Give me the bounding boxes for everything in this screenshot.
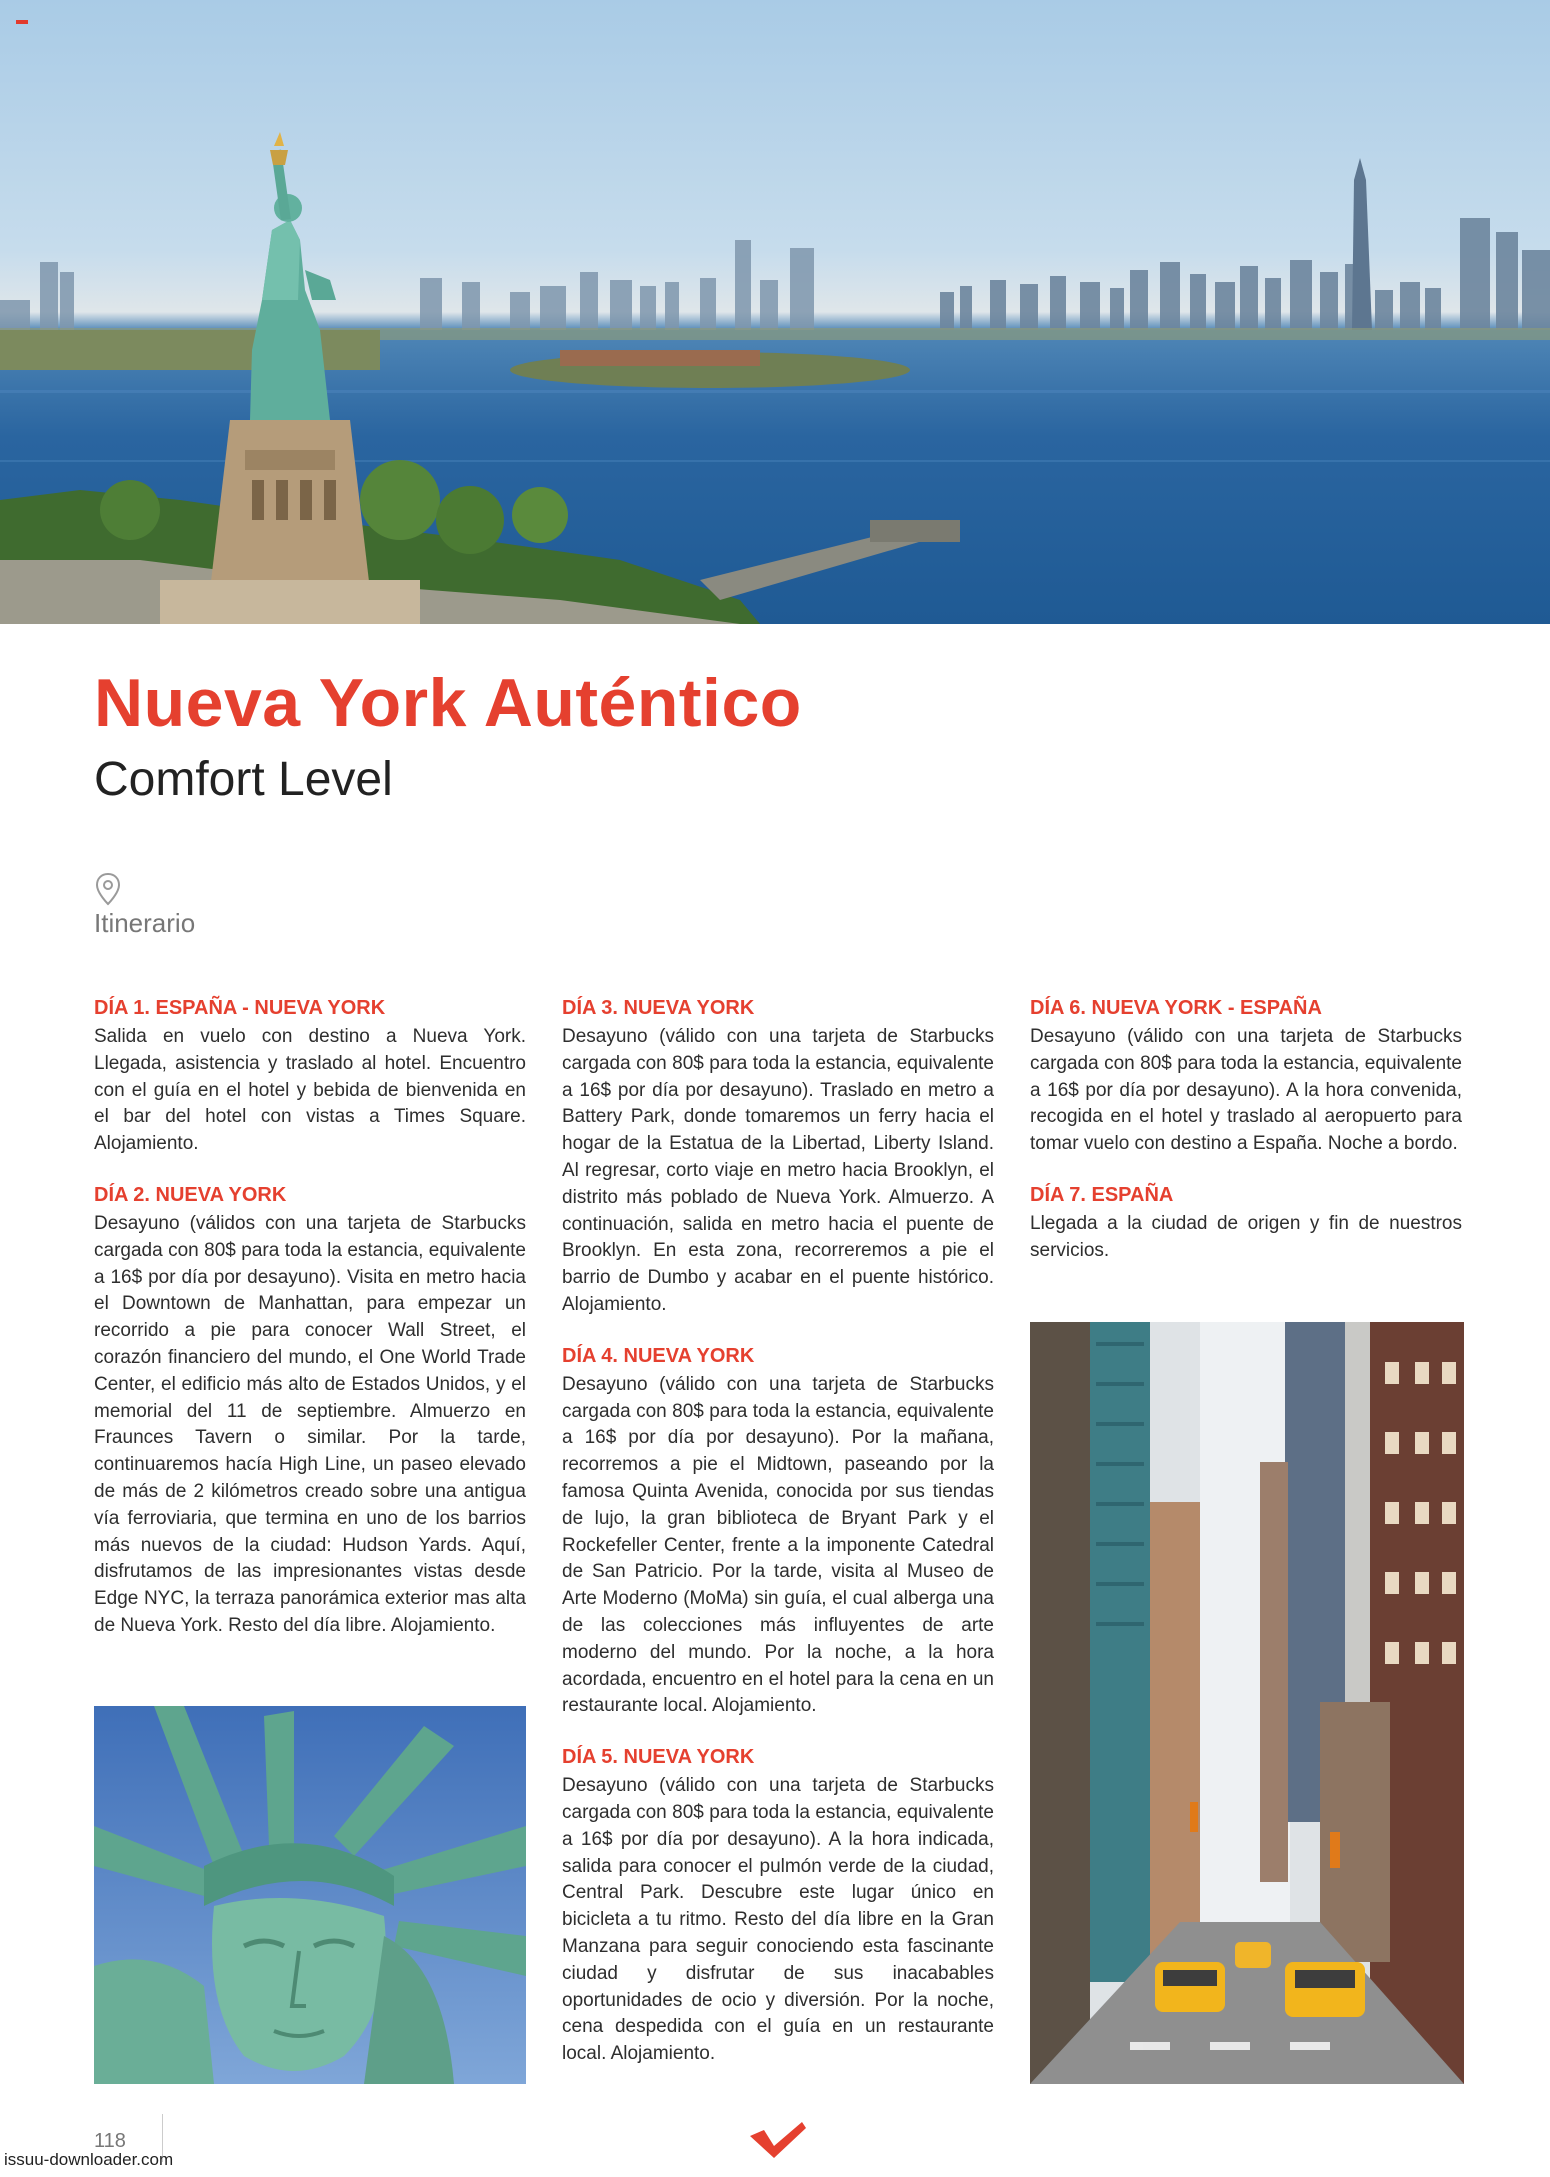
page-title: Nueva York Auténtico <box>94 665 802 741</box>
hero-photo-statue-of-liberty-skyline <box>0 0 1550 624</box>
day-description: Salida en vuelo con destino a Nueva York. Llegada, asistencia y traslado al hotel. Encuentro con el guía en el hotel y bebida de bienvenida en el bar del hotel con vistas a Times Square. Alojamiento. <box>94 1026 526 1155</box>
day-2 <box>94 1182 526 1640</box>
day-description: Desayuno (válido con una tarjeta de Starbucks cargada con 80$ para toda la estancia, equivalente a 16$ por día por desayuno). A la hora convenida, recogida en el hotel y traslado al aeropuerto para tomar vuelo con destino a España. Noche a bordo. <box>1030 1026 1462 1155</box>
nyc-street-taxis-photo <box>1030 1322 1464 2084</box>
day-5 <box>562 1744 994 2068</box>
itinerary-column-2 <box>562 995 994 2092</box>
day-4 <box>562 1343 994 1720</box>
day-6 <box>1030 995 1462 1158</box>
day-description: Desayuno (válido con una tarjeta de Starbucks cargada con 80$ para toda la estancia, equivalente a 16$ por día por desayuno). Por la mañana, recorremos a pie el Midtown, paseando por la famosa Quinta Avenida, conocida por sus tiendas de lujo, la gran biblioteca de Bryant Park y el Rockefeller Center, frente a la imponente Catedral de San Patricio. Por la tarde, visita al Museo de Arte Moderno (MoMa) sin guía, el cual alberga una de las colecciones más influyentes de arte moderno del mundo. Por la noche, a la hora acordada, encuentro en el hotel para la cena en un restaurante local. Alojamiento. <box>562 1373 994 1717</box>
checkmark-logo-icon <box>746 2120 808 2160</box>
itinerary-column-1 <box>94 995 526 1664</box>
day-description: Desayuno (válidos con una tarjeta de Starbucks cargada con 80$ para toda la estancia, equivalente a 16$ por día por desayuno). Visita en metro hacia el Downtown de Manhattan, para empezar un recorrido a pie para conocer Wall Street, el corazón financiero del mundo, el One World Trade Center, el edificio más alto de Estados Unidos, y el memorial del 11 de septiembre. Almuerzo en Fraunces Tavern o similar. Por la tarde, continuaremos hacía High Line, un paseo elevado de más de 2 kilómetros creado sobre una antigua vía ferroviaria, que termina en uno de los barrios más nuevos de la ciudad: Hudson Yards. Aquí, disfrutamos de las impresionantes vistas desde Edge NYC, la terraza panorámica exterior mas alta de Nueva York. Resto del día libre. Alojamiento. <box>94 1212 526 1636</box>
page-number: 118 <box>94 2130 126 2152</box>
day-description: Desayuno (válido con una tarjeta de Starbucks cargada con 80$ para toda la estancia, equivalente a 16$ por día por desayuno). A la hora indicada, salida para conocer el pulmón verde de la ciudad, Central Park. Descubre este lugar único en bicicleta a tu ritmo. Resto del día libre en la Gran Manzana para seguir conociendo esta fascinante ciudad y disfrutar de sus inacabables oportunidades de ocio y diversión. Por la noche, cena despedida con el guía en un restaurante local. Alojamiento. <box>562 1775 994 2065</box>
itinerary-column-3 <box>1030 995 1462 1289</box>
location-pin-icon <box>94 872 122 906</box>
day-description: Llegada a la ciudad de origen y fin de nuestros servicios. <box>1030 1212 1462 1261</box>
corner-mark <box>16 20 28 24</box>
day-heading: DÍA 2. NUEVA YORK <box>94 1183 287 1206</box>
day-3 <box>562 995 994 1319</box>
day-heading: DÍA 4. NUEVA YORK <box>562 1344 755 1367</box>
itinerary-label: Itinerario <box>94 908 196 938</box>
hero-illustration <box>0 0 1550 624</box>
day-7 <box>1030 1182 1462 1265</box>
day-heading: DÍA 7. ESPAÑA <box>1030 1183 1174 1206</box>
day-1 <box>94 995 526 1158</box>
day-description: Desayuno (válido con una tarjeta de Starbucks cargada con 80$ para toda la estancia, equivalente a 16$ por día por desayuno). Traslado en metro a Battery Park, donde tomaremos un ferry hacia el hogar de la Estatua de la Libertad, Liberty Island. Al regresar, corto viaje en metro hacia Brooklyn, el distrito más poblado de Nueva York. Almuerzo. A continuación, salida en metro hacia el puente de Brooklyn. En esta zona, recorreremos a pie el barrio de Dumbo y acabar en el puente histórico. Alojamiento. <box>562 1026 994 1315</box>
day-heading: DÍA 5. NUEVA YORK <box>562 1746 755 1769</box>
day-heading: DÍA 1. ESPAÑA - NUEVA YORK <box>94 997 386 1019</box>
page-subtitle: Comfort Level <box>94 753 393 806</box>
day-heading: DÍA 6. NUEVA YORK - ESPAÑA <box>1030 997 1322 1019</box>
statue-of-liberty-head-photo <box>94 1706 526 2084</box>
day-heading: DÍA 3. NUEVA YORK <box>562 997 755 1019</box>
watermark-text: issuu-downloader.com <box>4 2150 174 2169</box>
